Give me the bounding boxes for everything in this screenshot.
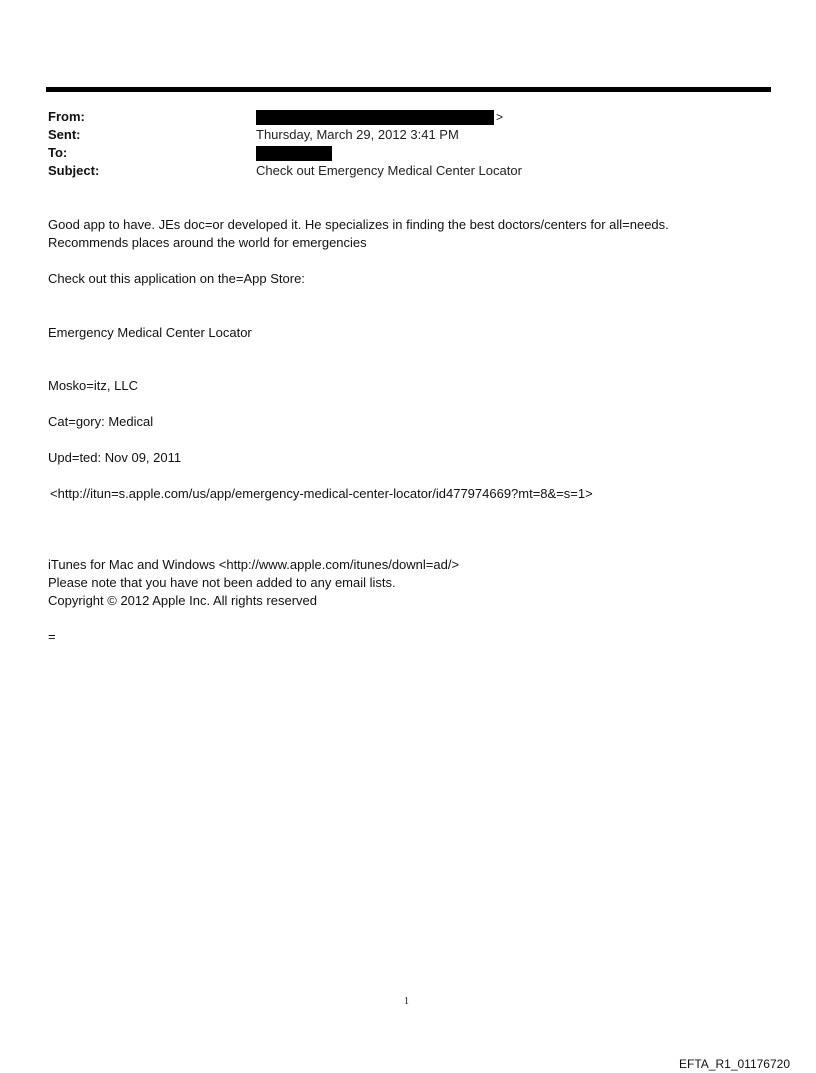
header-rule xyxy=(46,87,771,92)
subject-row xyxy=(48,162,768,180)
redaction-bar xyxy=(256,146,332,161)
subject-value: Check out Emergency Medical Center Locator xyxy=(256,163,522,178)
footer-copyright: Copyright © 2012 Apple Inc. All rights reserved xyxy=(48,593,318,608)
footer-note: Please note that you have not been added to any email lists. xyxy=(48,575,396,590)
footer-itunes: iTunes for Mac and Windows <http://www.apple.com/itunes/downl=ad/> xyxy=(48,557,460,572)
app-category: Cat=gory: Medical xyxy=(48,414,154,429)
body-line-1: Good app to have. JEs doc=or developed it. He specializes in finding the best doctors/centers for all=needs. xyxy=(48,217,669,232)
to-label: To: xyxy=(48,145,68,160)
from-row xyxy=(48,108,768,126)
to-row xyxy=(48,144,768,162)
app-store-link: <http://itun=s.apple.com/us/app/emergency-medical-center-locator/id477974669?mt=8&=s=1> xyxy=(50,486,593,501)
email-header xyxy=(48,108,768,180)
app-name: Emergency Medical Center Locator xyxy=(48,325,252,340)
body-line-3: Check out this application on the=App Store: xyxy=(48,271,305,286)
app-developer: Mosko=itz, LLC xyxy=(48,378,138,393)
from-label: From: xyxy=(48,109,85,124)
redaction-bar xyxy=(256,110,494,125)
sent-label: Sent: xyxy=(48,127,81,142)
subject-label: Subject: xyxy=(48,163,100,178)
sent-value: Thursday, March 29, 2012 3:41 PM xyxy=(256,127,459,142)
sent-row xyxy=(48,126,768,144)
trailing-equals: = xyxy=(48,629,56,644)
from-value xyxy=(256,108,503,126)
to-value xyxy=(256,144,332,162)
body-line-2: Recommends places around the world for emergencies xyxy=(48,235,367,250)
document-id: EFTA_R1_01176720 xyxy=(679,1057,790,1071)
from-suffix: > xyxy=(496,110,504,124)
page-number: 1 xyxy=(404,996,409,1007)
app-updated: Upd=ted: Nov 09, 2011 xyxy=(48,450,182,465)
